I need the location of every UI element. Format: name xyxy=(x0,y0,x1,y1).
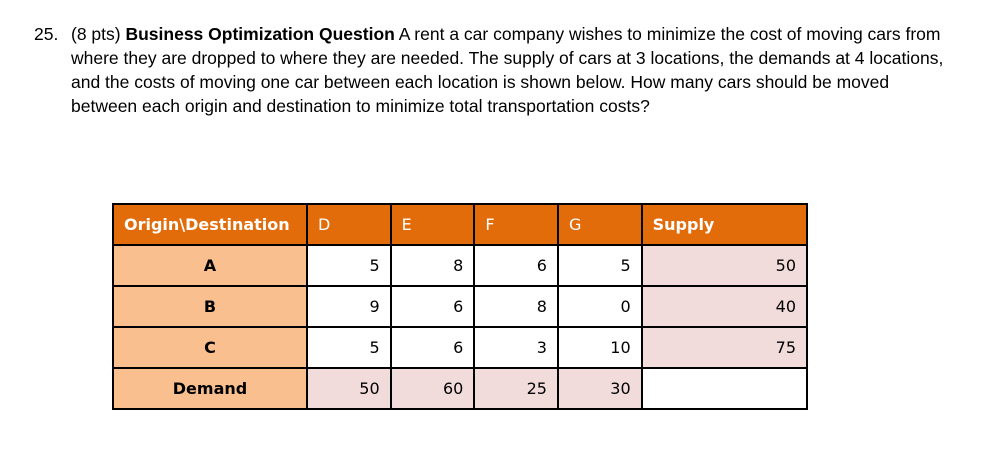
destination-header: D xyxy=(307,204,391,245)
question-points: (8 pts) xyxy=(71,24,121,44)
cost-cell: 10 xyxy=(558,327,642,368)
origin-label: A xyxy=(113,245,307,286)
empty-cell xyxy=(642,368,807,409)
cost-cell: 5 xyxy=(307,245,391,286)
demand-label: Demand xyxy=(113,368,307,409)
cost-cell: 9 xyxy=(307,286,391,327)
cost-cell: 6 xyxy=(391,286,475,327)
supply-cell: 75 xyxy=(642,327,807,368)
table-row xyxy=(113,286,807,327)
supply-header: Supply xyxy=(642,204,807,245)
cost-cell: 8 xyxy=(391,245,475,286)
demand-cell: 25 xyxy=(474,368,558,409)
demand-row xyxy=(113,368,807,409)
question xyxy=(34,22,954,118)
destination-header: E xyxy=(391,204,475,245)
supply-cell: 40 xyxy=(642,286,807,327)
cost-cell: 5 xyxy=(307,327,391,368)
demand-cell: 50 xyxy=(307,368,391,409)
question-title: Business Optimization Question xyxy=(125,24,395,44)
table-header-row xyxy=(113,204,807,245)
table-row xyxy=(113,245,807,286)
corner-header: Origin\Destination xyxy=(113,204,307,245)
table-row xyxy=(113,327,807,368)
question-number: 25. xyxy=(34,24,59,44)
origin-label: B xyxy=(113,286,307,327)
cost-cell: 5 xyxy=(558,245,642,286)
cost-cell: 3 xyxy=(474,327,558,368)
question-text: A rent a car company wishes to minimize the cost of moving cars from where they are dropped to where they are needed. The supply of cars at 3 locations, the demands at 4 locations, and the costs of moving one car between each location is shown below. How many cars should be moved between each origin and destination to minimize total transportation costs? xyxy=(71,24,944,116)
cost-cell: 6 xyxy=(474,245,558,286)
origin-label: C xyxy=(113,327,307,368)
cost-cell: 0 xyxy=(558,286,642,327)
demand-cell: 30 xyxy=(558,368,642,409)
destination-header: G xyxy=(558,204,642,245)
supply-cell: 50 xyxy=(642,245,807,286)
question-body xyxy=(71,22,954,118)
transportation-table xyxy=(112,203,808,410)
demand-cell: 60 xyxy=(391,368,475,409)
destination-header: F xyxy=(474,204,558,245)
cost-cell: 8 xyxy=(474,286,558,327)
cost-cell: 6 xyxy=(391,327,475,368)
